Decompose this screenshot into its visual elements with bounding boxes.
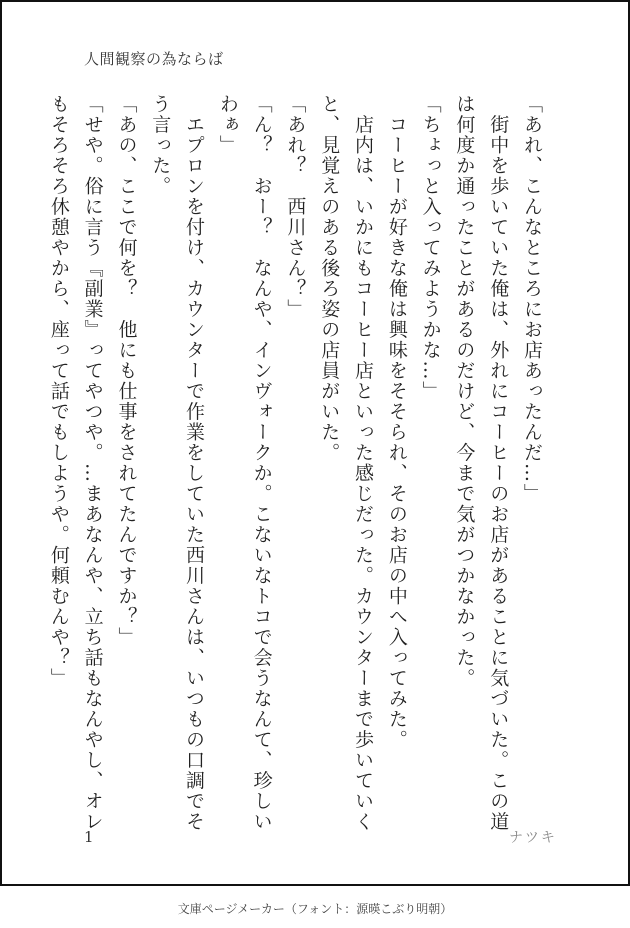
text-line: 街中を歩いていた俺は、外れにコーヒーのお店があることに気づいた。この道 (487, 94, 510, 832)
page-number: 1 (84, 828, 94, 846)
app-caption: 文庫ページメーカー（フォント：源暎こぶり明朝） (177, 902, 453, 916)
text-line: と、見覚えのある後ろ姿の店員がいた。 (318, 94, 341, 463)
text-line: エプロンを付け、カウンターで作業をしていた西川さんは、いつもの口調でそ (183, 94, 206, 832)
text-line: は何度か通ったことがあるのだけど、今まで気がつかなかった。 (453, 94, 476, 689)
text-line: わぁ」 (216, 94, 239, 156)
text-line: う言った。 (149, 94, 172, 197)
author-name: ナツキ (509, 830, 557, 846)
text-line: 「あれ、こんなところにお店あったんだ…」 (521, 94, 543, 504)
text-line: 「ちょっと入ってみようかな…」 (419, 94, 442, 402)
text-line: 「ん？ おー？ なんや、インヴォークか。こないなトコで会うなんて、珍しい (250, 94, 273, 832)
text-line: もそろそろ休憩やから、座って話でもしようや。何頼むんや？」 (47, 94, 70, 689)
vertical-body-text (47, 94, 548, 832)
text-line: 店内は、いかにもコーヒー店といった感じだった。カウンターまで歩いていく (352, 94, 375, 832)
text-line: 「あれ？ 西川さん？」 (284, 94, 307, 320)
text-line: コーヒーが好きな俺は興味をそそられ、そのお店の中へ入ってみた。 (385, 94, 408, 750)
text-line: 「せや。俗に言う『副業』ってやつや。…まあなんや、立ち話もなんやし、オレ (81, 94, 104, 832)
text-line: 「あの、ここで何を？ 他にも仕事をされてたんですか？」 (115, 94, 138, 648)
page-header-title: 人間観察の為ならば (84, 50, 224, 68)
